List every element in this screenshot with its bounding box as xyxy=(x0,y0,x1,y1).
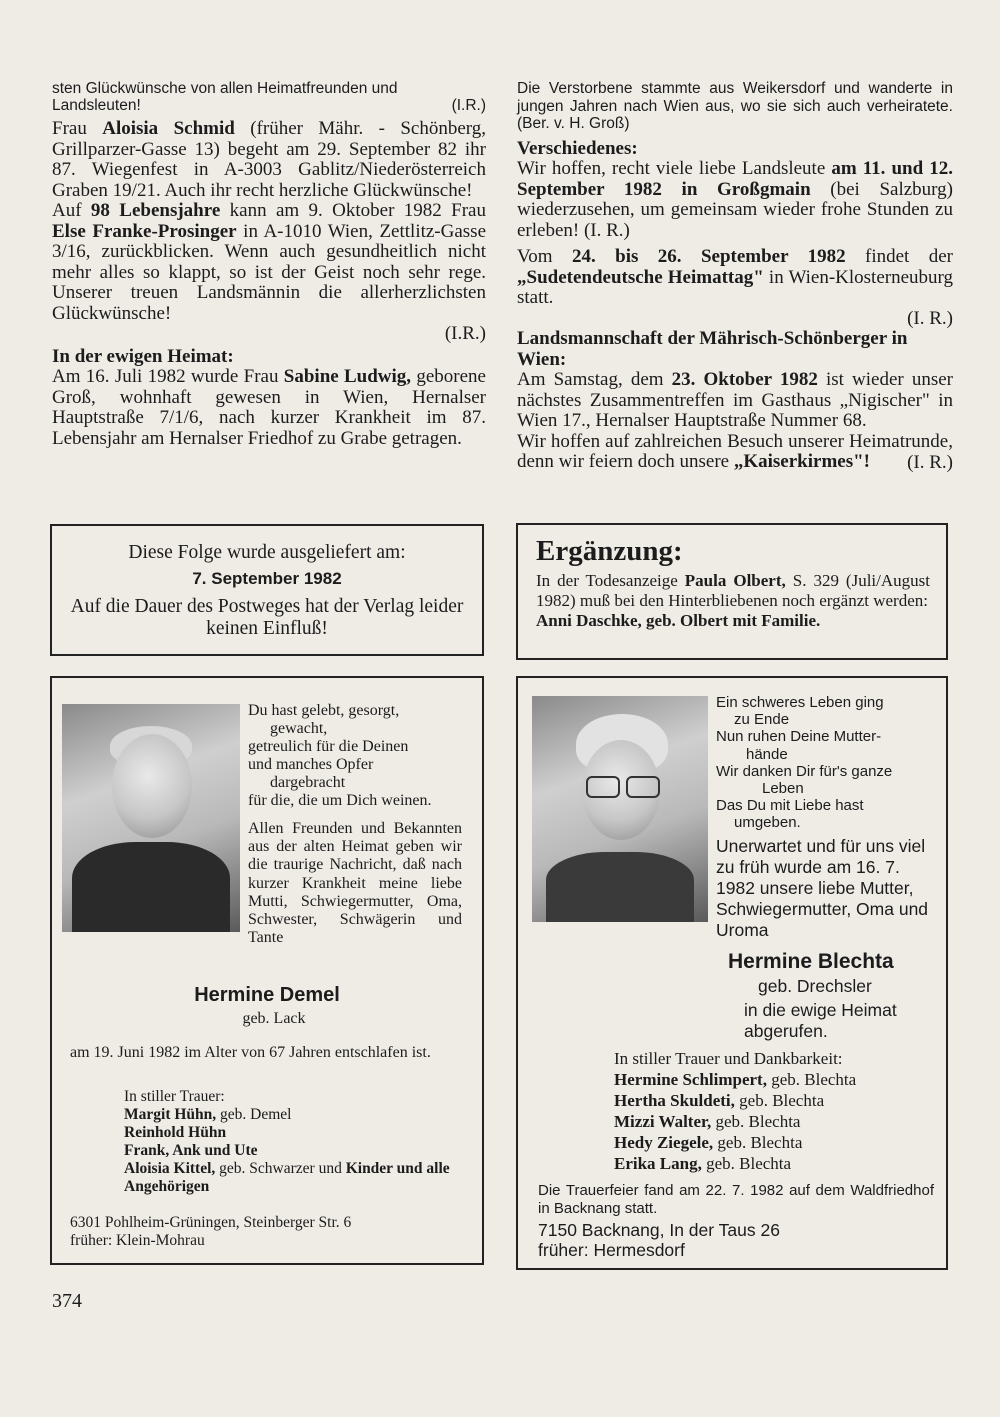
erganzung-correction: Anni Daschke, geb. Olbert mit Familie. xyxy=(536,611,821,630)
poem-demel: Du hast gelebt, gesorgt, gewacht, getreulich für die Deinen und manches Opfer dargebracht für die, die um Dich weinen. xyxy=(248,702,432,809)
name-ludwig: Sabine Ludwig, xyxy=(283,366,412,387)
maiden-name-demel: geb. Lack xyxy=(242,1010,306,1027)
notice-grossgmain: Wir hoffen, recht viele liebe Landsleute am 11. und 12. September 1982 in Großgmain (bei Salzburg) wiederzusehen, um gemeinsam wieder frohe Stunden zu erleben! (I. R.) xyxy=(517,158,953,241)
mourners-demel: In stiller Trauer: Margit Hühn, geb. Demel Reinhold Hühn Frank, Ank und Ute Aloisia Kittel, geb. Schwarzer und Kinder und alle Angehörigen xyxy=(124,1088,450,1195)
obituary-demel-box xyxy=(50,676,484,1265)
address-demel: 6301 Pohlheim-Grüningen, Steinberger Str. 6 früher: Klein-Mohrau xyxy=(70,1214,352,1249)
section-heading-ewige-heimat: In der ewigen Heimat: xyxy=(52,345,234,367)
page-number: 374 xyxy=(52,1290,82,1312)
section-heading-landsmannschaft: Landsmannschaft der Mährisch-Schönberger in Wien: xyxy=(517,328,908,370)
obituary-continuation: Die Verstorbene stammte aus Weikersdorf und wanderte in jungen Jahren nach Wien aus, wo sie sich auch verheiratete. (Ber. v. H. Groß) xyxy=(517,80,953,132)
intro-blechta: Unerwartet und für uns viel zu früh wurde am 16. 7. 1982 unsere liebe Mutter, Schwiegermutter, Oma und Uroma xyxy=(716,836,929,940)
delivery-line: Diese Folge wurde ausgeliefert am: xyxy=(128,542,406,563)
erganzung-text: In der Todesanzeige Paula Olbert, S. 329 (Juli/August 1982) muß bei den Hinterbliebenen noch ergänzt werden: xyxy=(536,571,930,610)
deceased-name-blechta: Hermine Blechta xyxy=(728,950,894,973)
intro-demel: Allen Freunden und Bekannten aus der alten Heimat geben wir die traurige Nachricht, daß nach kurzer Krankheit meine liebe Mutti, Schwiegermutter, Oma, Schwester, Schwägerin und Tante xyxy=(248,820,462,947)
greeting-signoff: Landsleuten! (I.R.) xyxy=(52,97,486,114)
heimattag-signoff: (I. R.) xyxy=(907,307,953,329)
notice-kaiserkirmes: Wir hoffen auf zahlreichen Besuch unserer Heimatrunde, denn wir feiern doch unsere „Kaiserkirmes"! xyxy=(517,430,953,472)
erganzung-title: Ergänzung: xyxy=(536,535,683,567)
kaiserkirmes-signoff: (I. R.) xyxy=(907,451,953,473)
left-column xyxy=(52,80,486,449)
called-home-blechta: in die ewige Heimat abgerufen. xyxy=(744,1000,897,1041)
erganzung-box xyxy=(516,523,948,660)
section-heading-verschiedenes: Verschiedenes: xyxy=(517,137,638,159)
notice-meeting: Am Samstag, dem 23. Oktober 1982 ist wieder unser nächstes Zusammentreffen im Gasthaus „Nigischer" in Wien 17., Hernalser Hauptstraße Nummer 68. xyxy=(517,369,953,431)
right-column xyxy=(517,80,953,473)
maiden-name-blechta: geb. Drechsler xyxy=(758,976,872,996)
name-franke: Else Franke-Prosinger xyxy=(52,220,237,242)
birthday-franke: Auf 98 Lebensjahre kann am 9. Oktober 1982 Frau Else Franke-Prosinger in A-1010 Wien, Zettlitz-Gasse 3/16, zurückblicken. Wenn auch gesundheitlich nicht mehr alles so klappt, so ist der Geist noch sehr rege. Unserer treuen Landsmännin die allerherzlichsten Glückwünsche! xyxy=(52,200,487,324)
delivery-date: 7. September 1982 xyxy=(192,569,342,588)
name-schmid: Aloisia Schmid xyxy=(102,118,235,139)
portrait-photo-demel xyxy=(62,704,240,932)
deceased-name-demel: Hermine Demel xyxy=(194,984,340,1006)
greeting-continuation: sten Glückwünsche von allen Heimatfreunden und xyxy=(52,80,398,97)
address-blechta: 7150 Backnang, In der Taus 26 früher: Hermesdorf xyxy=(538,1220,780,1260)
mourners-blechta: In stiller Trauer und Dankbarkeit: Hermine Schlimpert, geb. Blechta Hertha Skuldeti, geb. Blechta Mizzi Walter, geb. Blechta Hedy Ziegele, geb. Blechta Erika Lang, geb. Blechta xyxy=(614,1049,857,1173)
delivery-notice-box xyxy=(50,524,484,656)
birthday-schmid: Frau Aloisia Schmid (früher Mähr. - Schönberg, Grillparzer-Gasse 13) begeht am 29. September 82 ihr 87. Wiegenfest in A-3003 Gablitz/Niederösterreich Graben 19/21. Auch ihr recht herzliche Glückwünsche! xyxy=(52,118,487,201)
funeral-note-blechta: Die Trauerfeier fand am 22. 7. 1982 auf dem Waldfriedhof in Backnang statt. xyxy=(538,1182,934,1217)
obituary-ludwig: Am 16. Juli 1982 wurde Frau Sabine Ludwig, geborene Groß, wohnhaft gewesen in Wien, Hernalser Hauptstraße 7/1/6, nach kurzer Krankheit im 87. Lebensjahr am Hernalser Friedhof zu Grabe getragen. xyxy=(52,366,486,449)
franke-signoff: (I.R.) xyxy=(444,323,486,344)
notice-heimattag: Vom 24. bis 26. September 1982 findet der „Sudetendeutsche Heimattag" in Wien-Klosterneuburg statt. xyxy=(517,246,954,308)
obituary-blechta-box xyxy=(516,676,948,1270)
portrait-photo-blechta xyxy=(532,696,708,922)
date-of-death-demel: am 19. Juni 1982 im Alter von 67 Jahren entschlafen ist. xyxy=(70,1044,431,1061)
delivery-disclaimer: Auf die Dauer des Postweges hat der Verlag leider keinen Einfluß! xyxy=(70,596,464,639)
poem-blechta: Ein schweres Leben ging zu Ende Nun ruhen Deine Mutter- hände Wir danken Dir für's ganze Leben Das Du mit Liebe hast umgeben. xyxy=(716,694,893,832)
